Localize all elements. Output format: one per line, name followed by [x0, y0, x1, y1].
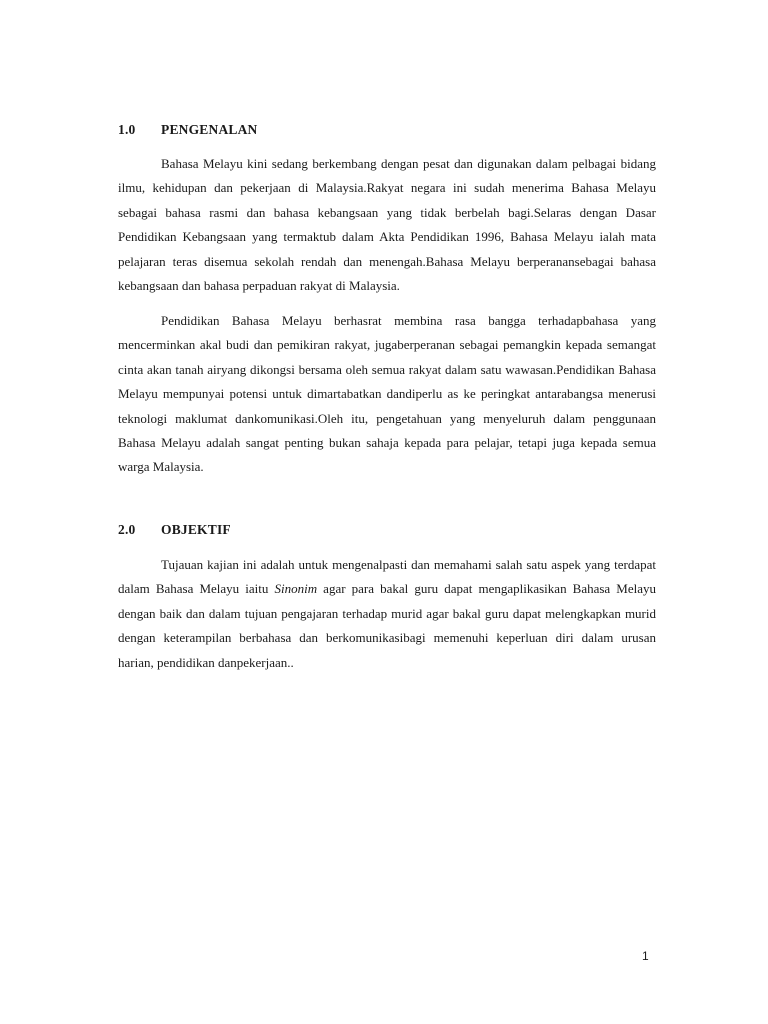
- text-line: dengan keterampilan berbahasa dan berkomunikasibagi memenuhi keperluan diri dalam urusan: [118, 630, 656, 646]
- text-line: dengan baik dan dalam tujuan pengajaran terhadap murid agar bakal guru dapat melengkapkan murid: [118, 605, 656, 621]
- section-number: 1.0: [118, 122, 136, 137]
- text-line: Pendidikan Kebangsaan yang termaktub dalam Akta Pendidikan 1996, Bahasa Melayu ialah mata: [118, 229, 656, 245]
- text-line: Bahasa Melayu adalah sangat penting bukan sahaja kepada para pelajar, tetapi juga kepada semua: [118, 435, 656, 451]
- paragraph-objective: [118, 553, 656, 675]
- text-line: dalam Bahasa Melayu iaitu Sinonim agar para bakal guru dapat mengaplikasikan Bahasa Melayu: [118, 581, 656, 597]
- text-line: Tujauan kajian ini adalah untuk mengenalpasti dan memahami salah satu aspek yang terdapat: [161, 557, 656, 572]
- text-line: kebangsaan dan bahasa perpaduan rakyat di Malaysia.: [118, 278, 400, 294]
- text-line: Melayu mempunyai potensi untuk dimartabatkan dandiperlu as ke peringkat antarabangsa menerusi: [118, 386, 656, 402]
- text-line: mencerminkan akal budi dan pemikiran rakyat, jugaberperanan sebagai pemangkin kepada semangat: [118, 337, 656, 353]
- text-line: Bahasa Melayu kini sedang berkembang dengan pesat dan digunakan dalam pelbagai bidang: [161, 156, 656, 171]
- text-line: ilmu, kehidupan dan pekerjaan di Malaysia.Rakyat negara ini sudah menerima Bahasa Melayu: [118, 180, 656, 196]
- text-line: warga Malaysia.: [118, 459, 204, 475]
- text-line: harian, pendidikan danpekerjaan..: [118, 654, 294, 670]
- text-line: Pendidikan Bahasa Melayu berhasrat membina rasa bangga terhadapbahasa yang: [161, 313, 656, 328]
- page-number: 1: [642, 949, 649, 963]
- text-line: teknologi maklumat dankomunikasi.Oleh itu, pengetahuan yang menyeluruh dalam penggunaan: [118, 410, 656, 426]
- paragraph-intro-2: [118, 309, 656, 480]
- text-line: cinta akan tanah airyang dikongsi bersama oleh semua rakyat dalam satu wawasan.Pendidikan Bahasa: [118, 361, 656, 377]
- paragraph-intro-1: [118, 152, 656, 298]
- italic-term: Sinonim: [274, 581, 318, 597]
- section-number: 2.0: [118, 522, 136, 537]
- section-title: OBJEKTIF: [161, 522, 231, 537]
- text-line: pelajaran teras disemua sekolah rendah dan menengah.Bahasa Melayu berperanansebagai bahasa: [118, 253, 656, 269]
- text-line: sebagai bahasa rasmi dan bahasa kebangsaan yang tidak berbelah bagi.Selaras dengan Dasar: [118, 204, 656, 220]
- section-heading-pengenalan: [118, 122, 258, 138]
- section-heading-objektif: [118, 522, 231, 538]
- section-title: PENGENALAN: [161, 122, 258, 137]
